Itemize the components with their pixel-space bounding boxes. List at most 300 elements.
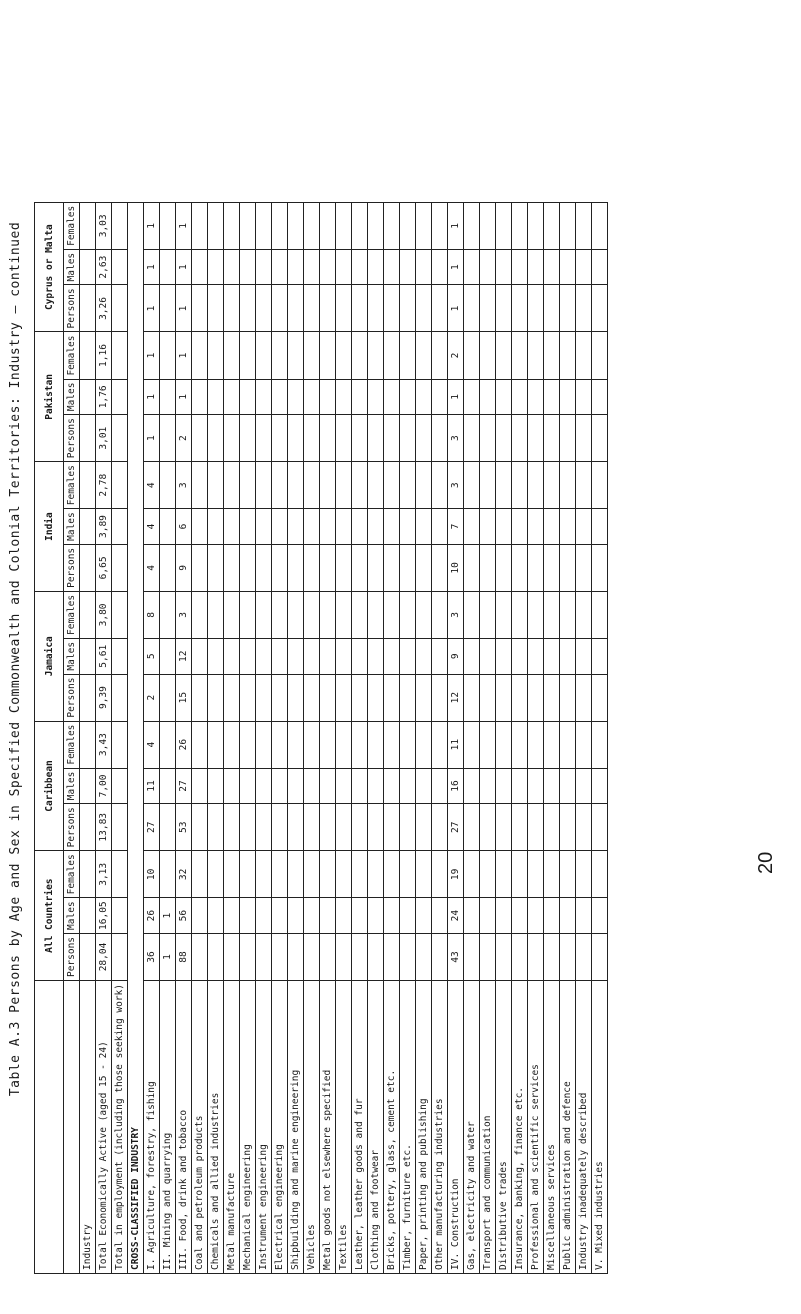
table-cell	[352, 768, 368, 804]
table-cell	[160, 202, 176, 249]
table-cell	[112, 804, 128, 851]
table-cell	[160, 638, 176, 674]
table-cell	[304, 249, 320, 285]
table-cell	[240, 249, 256, 285]
table-cell	[336, 933, 352, 980]
table-cell: 2,63	[96, 249, 112, 285]
row-label: Total Economically Active (aged 15 - 24)	[96, 981, 112, 1274]
table-cell	[528, 851, 544, 898]
table-cell	[400, 202, 416, 249]
row-label: Leather, leather goods and fur	[352, 981, 368, 1274]
table-row	[240, 202, 256, 1273]
table-cell	[352, 638, 368, 674]
table-cell: 1	[144, 379, 160, 415]
table-cell	[496, 851, 512, 898]
table-cell: 1	[448, 249, 464, 285]
table-cell	[512, 591, 528, 638]
table-cell	[192, 933, 208, 980]
row-label: Industry	[80, 981, 96, 1274]
table-cell	[272, 804, 288, 851]
table-cell	[192, 285, 208, 332]
table-cell	[592, 674, 608, 721]
table-cell	[208, 933, 224, 980]
table-cell: 28,04	[96, 933, 112, 980]
table-cell	[304, 898, 320, 934]
table-cell	[208, 509, 224, 545]
table-cell: 11	[448, 721, 464, 768]
table-cell	[464, 509, 480, 545]
table-cell	[224, 898, 240, 934]
table-cell	[432, 332, 448, 379]
table-cell: 6,65	[96, 544, 112, 591]
table-cell	[560, 379, 576, 415]
table-cell	[192, 544, 208, 591]
table-cell	[160, 509, 176, 545]
table-cell	[80, 462, 96, 509]
table-cell	[560, 544, 576, 591]
table-cell	[80, 933, 96, 980]
table-cell	[560, 249, 576, 285]
table-cell	[304, 933, 320, 980]
table-cell	[528, 591, 544, 638]
table-cell	[304, 721, 320, 768]
table-cell	[336, 285, 352, 332]
table-row	[416, 202, 432, 1273]
table-cell	[480, 249, 496, 285]
table-row	[288, 202, 304, 1273]
table-cell	[480, 674, 496, 721]
table-cell	[400, 638, 416, 674]
table-cell	[400, 898, 416, 934]
table-cell	[256, 721, 272, 768]
table-cell	[304, 804, 320, 851]
table-cell	[592, 804, 608, 851]
table-cell	[576, 674, 592, 721]
table-cell	[256, 804, 272, 851]
table-cell	[480, 509, 496, 545]
table-cell: 3,13	[96, 851, 112, 898]
table-cell	[112, 332, 128, 379]
table-cell	[320, 933, 336, 980]
table-cell	[288, 804, 304, 851]
table-cell: 1	[144, 332, 160, 379]
table-cell	[544, 285, 560, 332]
table-cell	[544, 462, 560, 509]
table-cell	[208, 544, 224, 591]
table-cell	[336, 674, 352, 721]
table-cell	[416, 933, 432, 980]
table-cell	[560, 768, 576, 804]
table-cell	[528, 415, 544, 462]
table-cell: 53	[176, 804, 192, 851]
table-cell	[512, 674, 528, 721]
table-cell	[512, 249, 528, 285]
table-cell	[288, 933, 304, 980]
table-cell: 8	[144, 591, 160, 638]
table-cell	[160, 285, 176, 332]
table-cell	[544, 638, 560, 674]
table-cell: 3,43	[96, 721, 112, 768]
table-cell: 4	[144, 509, 160, 545]
table-cell: 1	[176, 332, 192, 379]
table-cell	[336, 591, 352, 638]
table-cell	[528, 674, 544, 721]
table-cell: 1	[448, 285, 464, 332]
table-cell	[304, 591, 320, 638]
table-cell	[256, 674, 272, 721]
subheader-cell: Persons	[64, 415, 80, 462]
table-cell	[480, 379, 496, 415]
table-row	[176, 202, 192, 1273]
table-cell	[368, 638, 384, 674]
table-cell	[352, 462, 368, 509]
table-cell	[528, 249, 544, 285]
table-cell: 16,05	[96, 898, 112, 934]
table-cell	[432, 285, 448, 332]
table-cell	[272, 851, 288, 898]
table-cell	[576, 462, 592, 509]
table-cell	[464, 898, 480, 934]
table-cell	[400, 462, 416, 509]
table-cell	[224, 285, 240, 332]
table-cell	[208, 462, 224, 509]
table-cell	[384, 332, 400, 379]
table-cell	[160, 249, 176, 285]
table-cell	[224, 721, 240, 768]
table-cell	[352, 544, 368, 591]
table-cell	[464, 202, 480, 249]
row-label: Coal and petroleum products	[192, 981, 208, 1274]
table-cell	[512, 544, 528, 591]
table-cell	[256, 202, 272, 249]
table-cell	[80, 379, 96, 415]
table-cell	[112, 249, 128, 285]
table-cell	[320, 721, 336, 768]
table-cell	[416, 285, 432, 332]
table-cell	[352, 721, 368, 768]
table-cell	[528, 768, 544, 804]
table-cell	[112, 898, 128, 934]
subheader-cell: Females	[64, 721, 80, 768]
table-cell	[272, 638, 288, 674]
table-cell	[384, 285, 400, 332]
table-cell	[592, 202, 608, 249]
table-cell	[256, 332, 272, 379]
table-cell	[416, 202, 432, 249]
table-cell	[528, 285, 544, 332]
table-cell	[544, 721, 560, 768]
subheader-cell: Males	[64, 249, 80, 285]
table-cell	[560, 591, 576, 638]
table-cell	[432, 804, 448, 851]
table-cell	[352, 202, 368, 249]
table-cell	[160, 544, 176, 591]
table-cell	[224, 332, 240, 379]
table-cell	[496, 509, 512, 545]
table-cell	[464, 285, 480, 332]
row-label: III. Food, drink and tobacco	[176, 981, 192, 1274]
table-cell	[576, 509, 592, 545]
table-cell	[192, 591, 208, 638]
table-cell	[528, 933, 544, 980]
table-cell	[480, 638, 496, 674]
table-cell	[160, 332, 176, 379]
table-cell	[304, 674, 320, 721]
table-cell	[256, 933, 272, 980]
table-cell	[496, 249, 512, 285]
table-cell	[400, 544, 416, 591]
row-label: Total in employment (including those seeking work)	[112, 981, 128, 1274]
table-cell	[512, 332, 528, 379]
table-row	[208, 202, 224, 1273]
table-cell	[80, 804, 96, 851]
table-cell	[512, 285, 528, 332]
table-cell	[528, 638, 544, 674]
table-cell	[256, 638, 272, 674]
table-cell	[416, 332, 432, 379]
table-cell	[256, 249, 272, 285]
table-cell	[80, 674, 96, 721]
table-cell: 3	[448, 415, 464, 462]
table-cell	[208, 202, 224, 249]
table-cell	[368, 591, 384, 638]
table-cell	[160, 591, 176, 638]
table-cell	[192, 379, 208, 415]
table-cell	[368, 379, 384, 415]
table-cell	[272, 415, 288, 462]
table-cell	[480, 851, 496, 898]
table-cell	[256, 851, 272, 898]
section-header-row	[128, 202, 144, 1273]
table-cell	[592, 544, 608, 591]
table-cell	[592, 509, 608, 545]
table-cell	[352, 804, 368, 851]
table-cell	[288, 462, 304, 509]
row-label: Textiles	[336, 981, 352, 1274]
table-cell	[320, 462, 336, 509]
table-cell	[336, 544, 352, 591]
table-cell	[400, 249, 416, 285]
table-cell	[208, 674, 224, 721]
table-cell: 27	[176, 768, 192, 804]
table-cell	[320, 638, 336, 674]
header-blank	[64, 981, 80, 1274]
row-label: Paper, printing and publishing	[416, 981, 432, 1274]
table-cell	[272, 933, 288, 980]
table-cell	[224, 638, 240, 674]
table-cell	[304, 851, 320, 898]
table-cell	[464, 768, 480, 804]
table-cell: 3	[448, 591, 464, 638]
table-cell	[288, 332, 304, 379]
table-cell	[304, 544, 320, 591]
table-cell	[544, 898, 560, 934]
table-cell	[112, 851, 128, 898]
row-label: Vehicles	[304, 981, 320, 1274]
table-cell	[512, 462, 528, 509]
table-cell	[592, 415, 608, 462]
table-cell	[432, 509, 448, 545]
table-cell	[512, 415, 528, 462]
table-cell	[496, 462, 512, 509]
subheader-cell: Males	[64, 638, 80, 674]
table-row	[352, 202, 368, 1273]
table-cell	[352, 933, 368, 980]
table-cell	[368, 249, 384, 285]
row-label: Public administration and defence	[560, 981, 576, 1274]
table-cell	[240, 415, 256, 462]
table-cell: 88	[176, 933, 192, 980]
table-cell	[384, 415, 400, 462]
table-cell: 4	[144, 544, 160, 591]
subheader-cell: Females	[64, 591, 80, 638]
table-cell	[80, 332, 96, 379]
table-cell	[224, 249, 240, 285]
row-label: V. Mixed industries	[592, 981, 608, 1274]
table-cell	[192, 202, 208, 249]
table-cell: 5,61	[96, 638, 112, 674]
table-row	[560, 202, 576, 1273]
table-cell	[352, 415, 368, 462]
table-row	[256, 202, 272, 1273]
subheader-cell: Females	[64, 851, 80, 898]
table-cell	[272, 898, 288, 934]
table-cell	[336, 898, 352, 934]
row-label: Clothing and footwear	[368, 981, 384, 1274]
table-cell	[288, 415, 304, 462]
table-cell	[320, 415, 336, 462]
table-cell	[576, 851, 592, 898]
table-cell	[288, 544, 304, 591]
table-cell	[496, 415, 512, 462]
table-cell	[560, 415, 576, 462]
table-cell	[240, 379, 256, 415]
table-cell	[544, 674, 560, 721]
table-cell	[400, 332, 416, 379]
table-cell	[256, 379, 272, 415]
column-group-header: All Countries	[35, 851, 64, 981]
row-label: IV. Construction	[448, 981, 464, 1274]
table-cell	[288, 898, 304, 934]
table-row	[384, 202, 400, 1273]
table-cell	[592, 933, 608, 980]
table-cell	[544, 249, 560, 285]
table-cell	[576, 415, 592, 462]
table-cell	[464, 249, 480, 285]
row-label: Professional and scientific services	[528, 981, 544, 1274]
table-cell	[160, 768, 176, 804]
table-cell	[336, 721, 352, 768]
table-cell	[544, 804, 560, 851]
table-cell	[400, 285, 416, 332]
table-cell	[272, 332, 288, 379]
row-label: Miscellaneous services	[544, 981, 560, 1274]
table-cell	[560, 638, 576, 674]
table-cell	[240, 285, 256, 332]
table-cell	[464, 544, 480, 591]
table-cell	[112, 933, 128, 980]
table-cell	[512, 804, 528, 851]
table-cell	[192, 462, 208, 509]
table-cell	[112, 638, 128, 674]
table-cell	[432, 202, 448, 249]
table-cell	[416, 721, 432, 768]
table-row	[448, 202, 464, 1273]
table-cell	[80, 509, 96, 545]
table-cell	[368, 804, 384, 851]
table-cell	[256, 591, 272, 638]
table-cell	[496, 674, 512, 721]
table-cell	[240, 674, 256, 721]
table-cell	[80, 591, 96, 638]
table-cell	[384, 674, 400, 721]
table-cell	[416, 544, 432, 591]
data-table	[34, 202, 608, 1274]
table-cell	[560, 721, 576, 768]
table-cell	[544, 509, 560, 545]
table-cell	[320, 768, 336, 804]
table-cell: 3	[448, 462, 464, 509]
table-cell	[272, 544, 288, 591]
table-cell	[480, 933, 496, 980]
table-cell	[304, 202, 320, 249]
table-cell	[464, 851, 480, 898]
row-label: Metal goods not elsewhere specified	[320, 981, 336, 1274]
table-cell	[336, 804, 352, 851]
table-cell: 15	[176, 674, 192, 721]
table-cell	[432, 591, 448, 638]
table-cell	[352, 898, 368, 934]
table-cell: 1	[176, 379, 192, 415]
table-cell	[592, 462, 608, 509]
table-cell	[304, 332, 320, 379]
table-row	[432, 202, 448, 1273]
table-cell: 1	[144, 285, 160, 332]
table-cell: 3,01	[96, 415, 112, 462]
table-cell: 1	[448, 202, 464, 249]
table-title: Table A.3 Persons by Age and Sex in Specified Commonwealth and Colonial Territories: Industry — continued	[8, 221, 23, 1097]
table-cell	[496, 721, 512, 768]
table-cell	[560, 285, 576, 332]
table-row	[592, 202, 608, 1273]
table-cell	[112, 285, 128, 332]
table-cell	[368, 721, 384, 768]
table-row	[272, 202, 288, 1273]
table-cell	[400, 674, 416, 721]
table-cell	[288, 638, 304, 674]
table-cell	[384, 851, 400, 898]
table-cell	[560, 933, 576, 980]
table-cell: 1	[144, 249, 160, 285]
table-cell	[240, 202, 256, 249]
table-cell	[496, 379, 512, 415]
row-label: Instrument engineering	[256, 981, 272, 1274]
table-cell: 11	[144, 768, 160, 804]
table-cell	[592, 332, 608, 379]
table-cell	[224, 202, 240, 249]
table-cell	[560, 674, 576, 721]
table-row	[464, 202, 480, 1273]
table-cell: 3,80	[96, 591, 112, 638]
table-cell: 3,03	[96, 202, 112, 249]
table-cell: 36	[144, 933, 160, 980]
table-cell	[208, 721, 224, 768]
table-cell: 1	[144, 415, 160, 462]
table-cell	[320, 202, 336, 249]
table-cell	[224, 462, 240, 509]
table-cell	[528, 202, 544, 249]
table-row	[320, 202, 336, 1273]
